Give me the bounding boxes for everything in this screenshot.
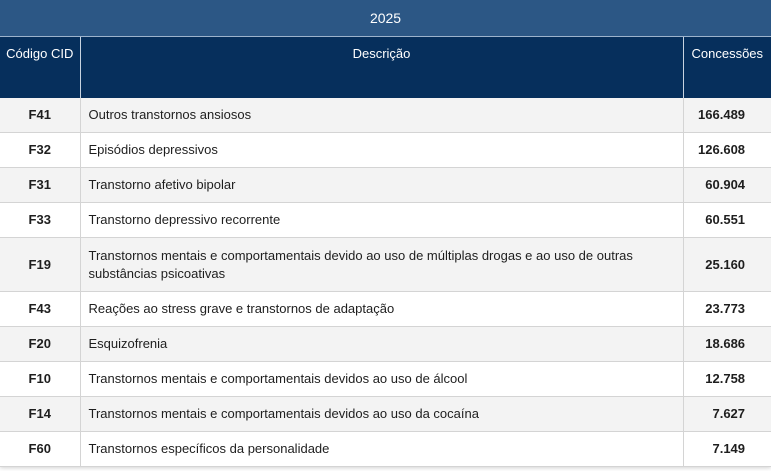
grants-cell: 23.773 <box>683 292 771 327</box>
table-row <box>0 432 771 467</box>
description-cell: Outros transtornos ansiosos <box>80 98 683 133</box>
cid-code-cell: F14 <box>0 397 80 432</box>
grants-cell: 25.160 <box>683 238 771 292</box>
grants-cell: 12.758 <box>683 362 771 397</box>
cid-code-cell: F19 <box>0 238 80 292</box>
table-row <box>0 168 771 203</box>
grants-cell: 7.149 <box>683 432 771 467</box>
table-row <box>0 292 771 327</box>
grants-cell: 166.489 <box>683 98 771 133</box>
cid-code-cell: F33 <box>0 203 80 238</box>
table-row <box>0 133 771 168</box>
table-row <box>0 238 771 292</box>
column-header-row <box>0 37 771 99</box>
cid-code-cell: F41 <box>0 98 80 133</box>
description-cell: Reações ao stress grave e transtornos de adaptação <box>80 292 683 327</box>
cid-code-cell: F60 <box>0 432 80 467</box>
cid-code-cell: F43 <box>0 292 80 327</box>
description-cell: Transtornos mentais e comportamentais devido ao uso de múltiplas drogas e ao uso de outras substâncias psicoativas <box>80 238 683 292</box>
cid-code-cell: F31 <box>0 168 80 203</box>
grants-cell: 60.551 <box>683 203 771 238</box>
table-row <box>0 203 771 238</box>
grants-cell: 60.904 <box>683 168 771 203</box>
year-header-row <box>0 0 771 37</box>
table-row <box>0 397 771 432</box>
description-cell: Transtornos específicos da personalidade <box>80 432 683 467</box>
year-header: 2025 <box>0 0 771 37</box>
description-cell: Esquizofrenia <box>80 327 683 362</box>
grants-cell: 126.608 <box>683 133 771 168</box>
table-row <box>0 327 771 362</box>
cid-code-cell: F32 <box>0 133 80 168</box>
cid-code-cell: F20 <box>0 327 80 362</box>
column-header-code: Código CID <box>0 37 80 99</box>
description-cell: Transtornos mentais e comportamentais devidos ao uso de álcool <box>80 362 683 397</box>
description-cell: Transtorno depressivo recorrente <box>80 203 683 238</box>
column-header-description: Descrição <box>80 37 683 99</box>
column-header-grants: Concessões <box>683 37 771 99</box>
table-body <box>0 98 771 467</box>
description-cell: Transtornos mentais e comportamentais devidos ao uso da cocaína <box>80 397 683 432</box>
table-row <box>0 362 771 397</box>
description-cell: Episódios depressivos <box>80 133 683 168</box>
cid-code-cell: F10 <box>0 362 80 397</box>
grants-cell: 18.686 <box>683 327 771 362</box>
table-row <box>0 98 771 133</box>
description-cell: Transtorno afetivo bipolar <box>80 168 683 203</box>
grants-cell: 7.627 <box>683 397 771 432</box>
